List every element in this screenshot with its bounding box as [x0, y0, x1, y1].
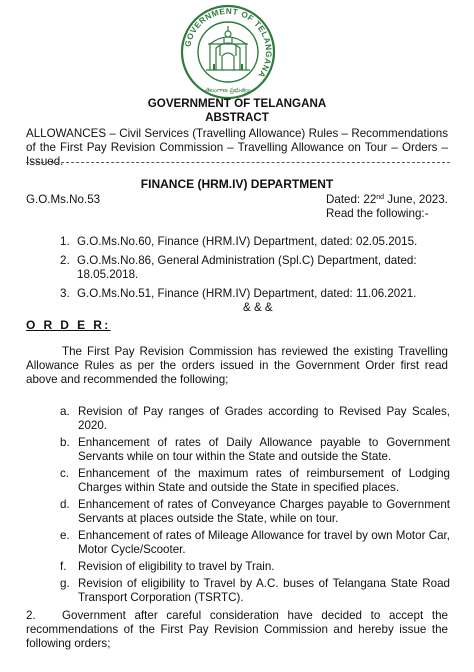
reference-item [60, 235, 450, 249]
item-letter: e. [60, 529, 70, 542]
section-separator: & & & [243, 301, 273, 314]
order-heading: O R D E R: [26, 318, 111, 332]
go-date: Dated: 22nd June, 2023. [326, 193, 448, 206]
item-letter: f. [60, 560, 67, 573]
list-item [60, 529, 450, 557]
reference-number: 1. [60, 235, 70, 248]
list-item [60, 560, 450, 574]
paragraph-2 [26, 609, 448, 651]
subject-line: ALLOWANCES – Civil Services (Travelling Allowance) Rules – Recommendations of the First Pay Revision Commission – Travelling Allowance on Tour – Orders – Issued. [26, 127, 448, 168]
reference-text: G.O.Ms.No.51, Finance (HRM.IV) Department, dated: 11.06.2021. [77, 287, 417, 300]
reference-item [60, 287, 450, 301]
svg-text:GOVERNMENT OF TELANGANA: GOVERNMENT OF TELANGANA [183, 6, 274, 80]
reference-number: 2. [60, 254, 70, 267]
item-letter: d. [60, 498, 70, 511]
item-text: Revision of Pay ranges of Grades according to Revised Pay Scales, 2020. [78, 405, 450, 432]
list-item [60, 498, 450, 526]
list-item [60, 436, 450, 464]
list-item [60, 405, 450, 433]
abstract-heading: ABSTRACT [205, 111, 269, 124]
reference-text: G.O.Ms.No.60, Finance (HRM.IV) Department, dated: 02.05.2015. [77, 235, 418, 248]
item-text: Enhancement of rates of Conveyance Charges payable to Government Servants at places outside the State, while on tour. [78, 498, 450, 525]
list-item [60, 577, 450, 605]
telangana-emblem-seal [180, 4, 276, 100]
item-letter: g. [60, 577, 70, 590]
item-letter: a. [60, 405, 70, 418]
item-text: Revision of eligibility to Travel by A.C. buses of Telangana State Road Transport Corporation (TSRTC). [78, 577, 450, 604]
reference-item [60, 254, 450, 282]
list-item [60, 467, 450, 495]
svg-text:తెలంగాణ ప్రభుత్వం: తెలంగాణ ప్రభుత్వం [205, 87, 251, 94]
item-letter: c. [60, 467, 70, 480]
go-number: G.O.Ms.No.53 [26, 193, 101, 206]
paragraph-1: The First Pay Revision Commission has reviewed the existing Travelling Allowance Rules as per the orders issued in the Government Order first read above and recommended the following; [26, 345, 448, 386]
department-title: FINANCE (HRM.IV) DEPARTMENT [140, 177, 334, 191]
item-text: Revision of eligibility to travel by Train. [78, 560, 275, 573]
government-title: GOVERNMENT OF TELANGANA [147, 97, 327, 110]
item-text: Enhancement of rates of Mileage Allowance for travel by own Motor Car, Motor Cycle/Scooter. [78, 529, 450, 556]
dashed-separator [26, 162, 450, 168]
item-letter: b. [60, 436, 70, 449]
paragraph-number: 2. [26, 609, 36, 622]
reference-text: G.O.Ms.No.86, General Administration (Spl.C) Department, dated: 18.05.2018. [77, 254, 417, 281]
item-text: Enhancement of the maximum rates of reimbursement of Lodging Charges within State and outside the State in specified places. [78, 467, 450, 494]
reference-list [60, 235, 450, 306]
recommendation-list [60, 405, 450, 608]
paragraph-2-text: Government after careful consideration have decided to accept the recommendations of the First Pay Revision Commission and hereby issue the following orders; [26, 609, 448, 650]
reference-number: 3. [60, 287, 70, 300]
read-following-label: Read the following:- [326, 207, 429, 220]
item-text: Enhancement of rates of Daily Allowance payable to Government Servants while on tour within the State and outside the State. [78, 436, 450, 463]
